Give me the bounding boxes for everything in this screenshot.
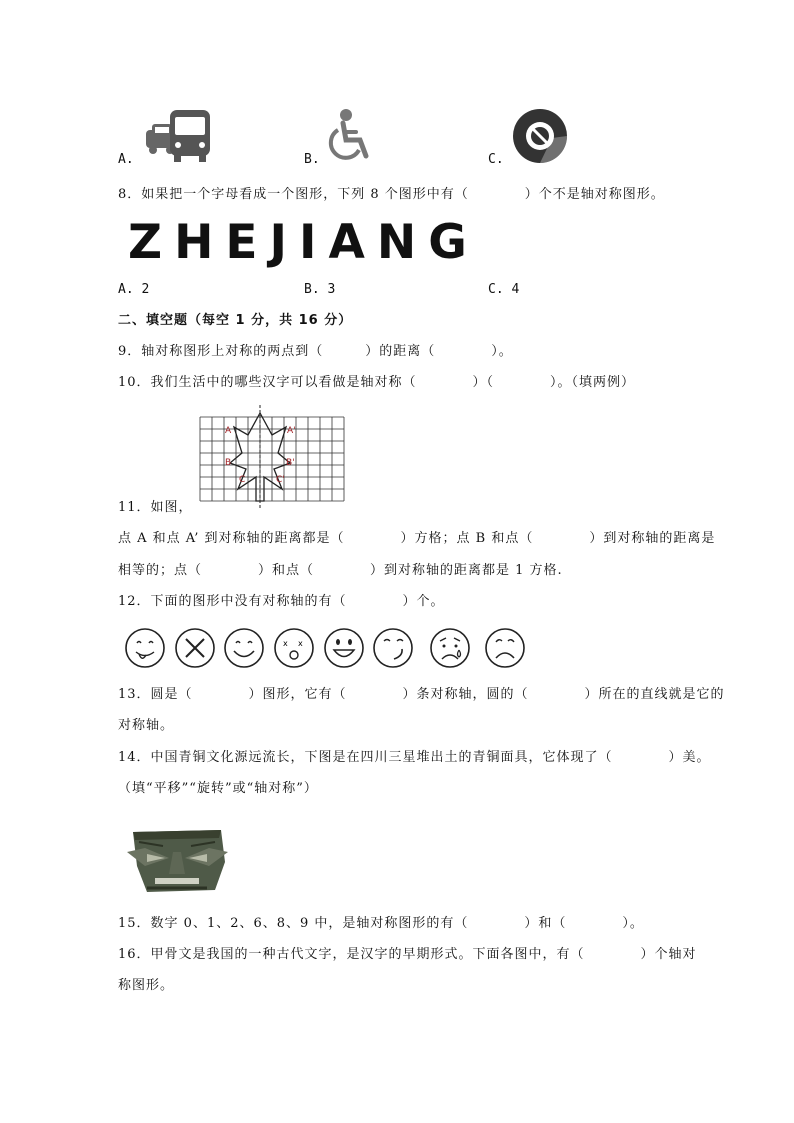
question-11-line2: 相等的；点（ ）和点（ ）到对称轴的距离都是 1 方格.	[118, 563, 563, 578]
question-13-line2: 对称轴。	[118, 718, 175, 733]
x-face-icon	[174, 627, 216, 669]
label-b-prime: B'	[286, 458, 295, 468]
question-9: 9．轴对称图形上对称的两点到（ ）的距离（ ）。	[118, 344, 513, 359]
crying-face-icon	[429, 627, 471, 669]
question-11-line1: 点 A 和点 A’ 到对称轴的距离都是（ ）方格；点 B 和点（ ）到对称轴的距离是	[118, 531, 716, 546]
svg-text:x: x	[298, 639, 303, 648]
label-c-prime: C'	[276, 475, 285, 485]
label-a-prime: A'	[287, 426, 296, 436]
question-13-line1: 13．圆是（ ）图形，它有（ ）条对称轴，圆的（ ）所在的直线就是它的	[118, 687, 725, 702]
question-14-line1: 14．中国青铜文化源远流长，下图是在四川三星堆出土的青铜面具，它体现了（ ）美。	[118, 750, 711, 765]
q8-option-c: C. 4	[488, 282, 520, 297]
question-10: 10．我们生活中的哪些汉字可以看做是轴对称（ ）（ ）。（填两例）	[118, 375, 636, 390]
label-b: B	[225, 458, 232, 468]
symmetry-grid-figure	[198, 405, 348, 509]
svg-text:x: x	[283, 639, 288, 648]
wheelchair-icon	[326, 108, 374, 164]
vehicles-icon	[144, 108, 214, 164]
bronze-mask-image	[125, 822, 230, 894]
smirk-face-icon	[372, 627, 414, 669]
label-c: C	[239, 475, 246, 485]
question-11-intro: 11．如图，	[118, 500, 193, 515]
grin-face-icon	[323, 627, 365, 669]
option-c-label: C.	[488, 152, 504, 167]
smile-face-icon	[223, 627, 265, 669]
question-16-line2: 称图形。	[118, 978, 175, 993]
question-16-line1: 16．甲骨文是我国的一种古代文字，是汉字的早期形式。下面各图中，有（ ）个轴对	[118, 947, 697, 962]
label-a: A	[225, 426, 232, 436]
question-15: 15．数字 0、1、2、6、8、9 中，是轴对称图形的有（ ）和（ ）。	[118, 916, 644, 931]
question-12: 12．下面的图形中没有对称轴的有（ ）个。	[118, 594, 445, 609]
no-entry-icon	[512, 108, 570, 166]
q8-option-b: B. 3	[304, 282, 336, 297]
surprised-face-icon	[273, 627, 315, 669]
frown-face-icon	[484, 627, 526, 669]
zhejiang-letters: ZHEJIANG	[128, 215, 479, 270]
section-heading: 二、填空题（每空 1 分，共 16 分）	[118, 313, 353, 328]
tongue-face-icon	[124, 627, 166, 669]
question-14-line2: （填“平移”“旋转”或“轴对称”）	[118, 781, 318, 796]
option-b-label: B.	[304, 152, 320, 167]
q8-option-a: A. 2	[118, 282, 150, 297]
option-a-label: A.	[118, 152, 134, 167]
question-8: 8．如果把一个字母看成一个图形，下列 8 个图形中有（ ）个不是轴对称图形。	[118, 187, 665, 202]
